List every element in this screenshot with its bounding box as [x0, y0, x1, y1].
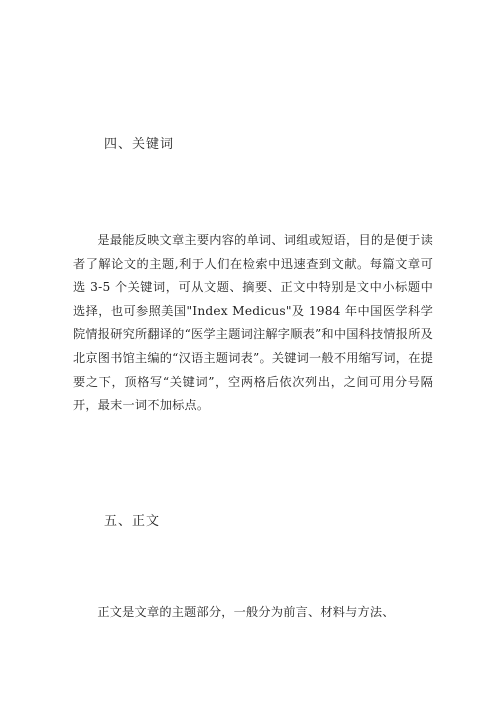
- section-heading-keywords: 四、关键词: [104, 137, 175, 152]
- paragraph-keywords: 是最能反映文章主要内容的单词、词组或短语，目的是便于读者了解论文的主题,利于人们在检索中迅速查到文献。每篇文章可选 3-5 个关键词，可从文题、摘要、正文中特别是文中小标题中选择，也可参照美国"Index Medicus"及 1984 年中国医学科学院情报研究所翻译的“医学主题词注解字顺表”和中国科技情报所及北京图书馆主编的“汉语主题词表”。关键词一般不用缩写词，在提要之下，顶格写“关键词”，空两格后依次列出，之间可用分号隔开，最末一词不加标点。: [73, 233, 433, 413]
- section-heading-main-text: 五、正文: [104, 514, 161, 529]
- paragraph-main-text: 正文是文章的主题部分，一般分为前言、材料与方法、: [97, 605, 395, 619]
